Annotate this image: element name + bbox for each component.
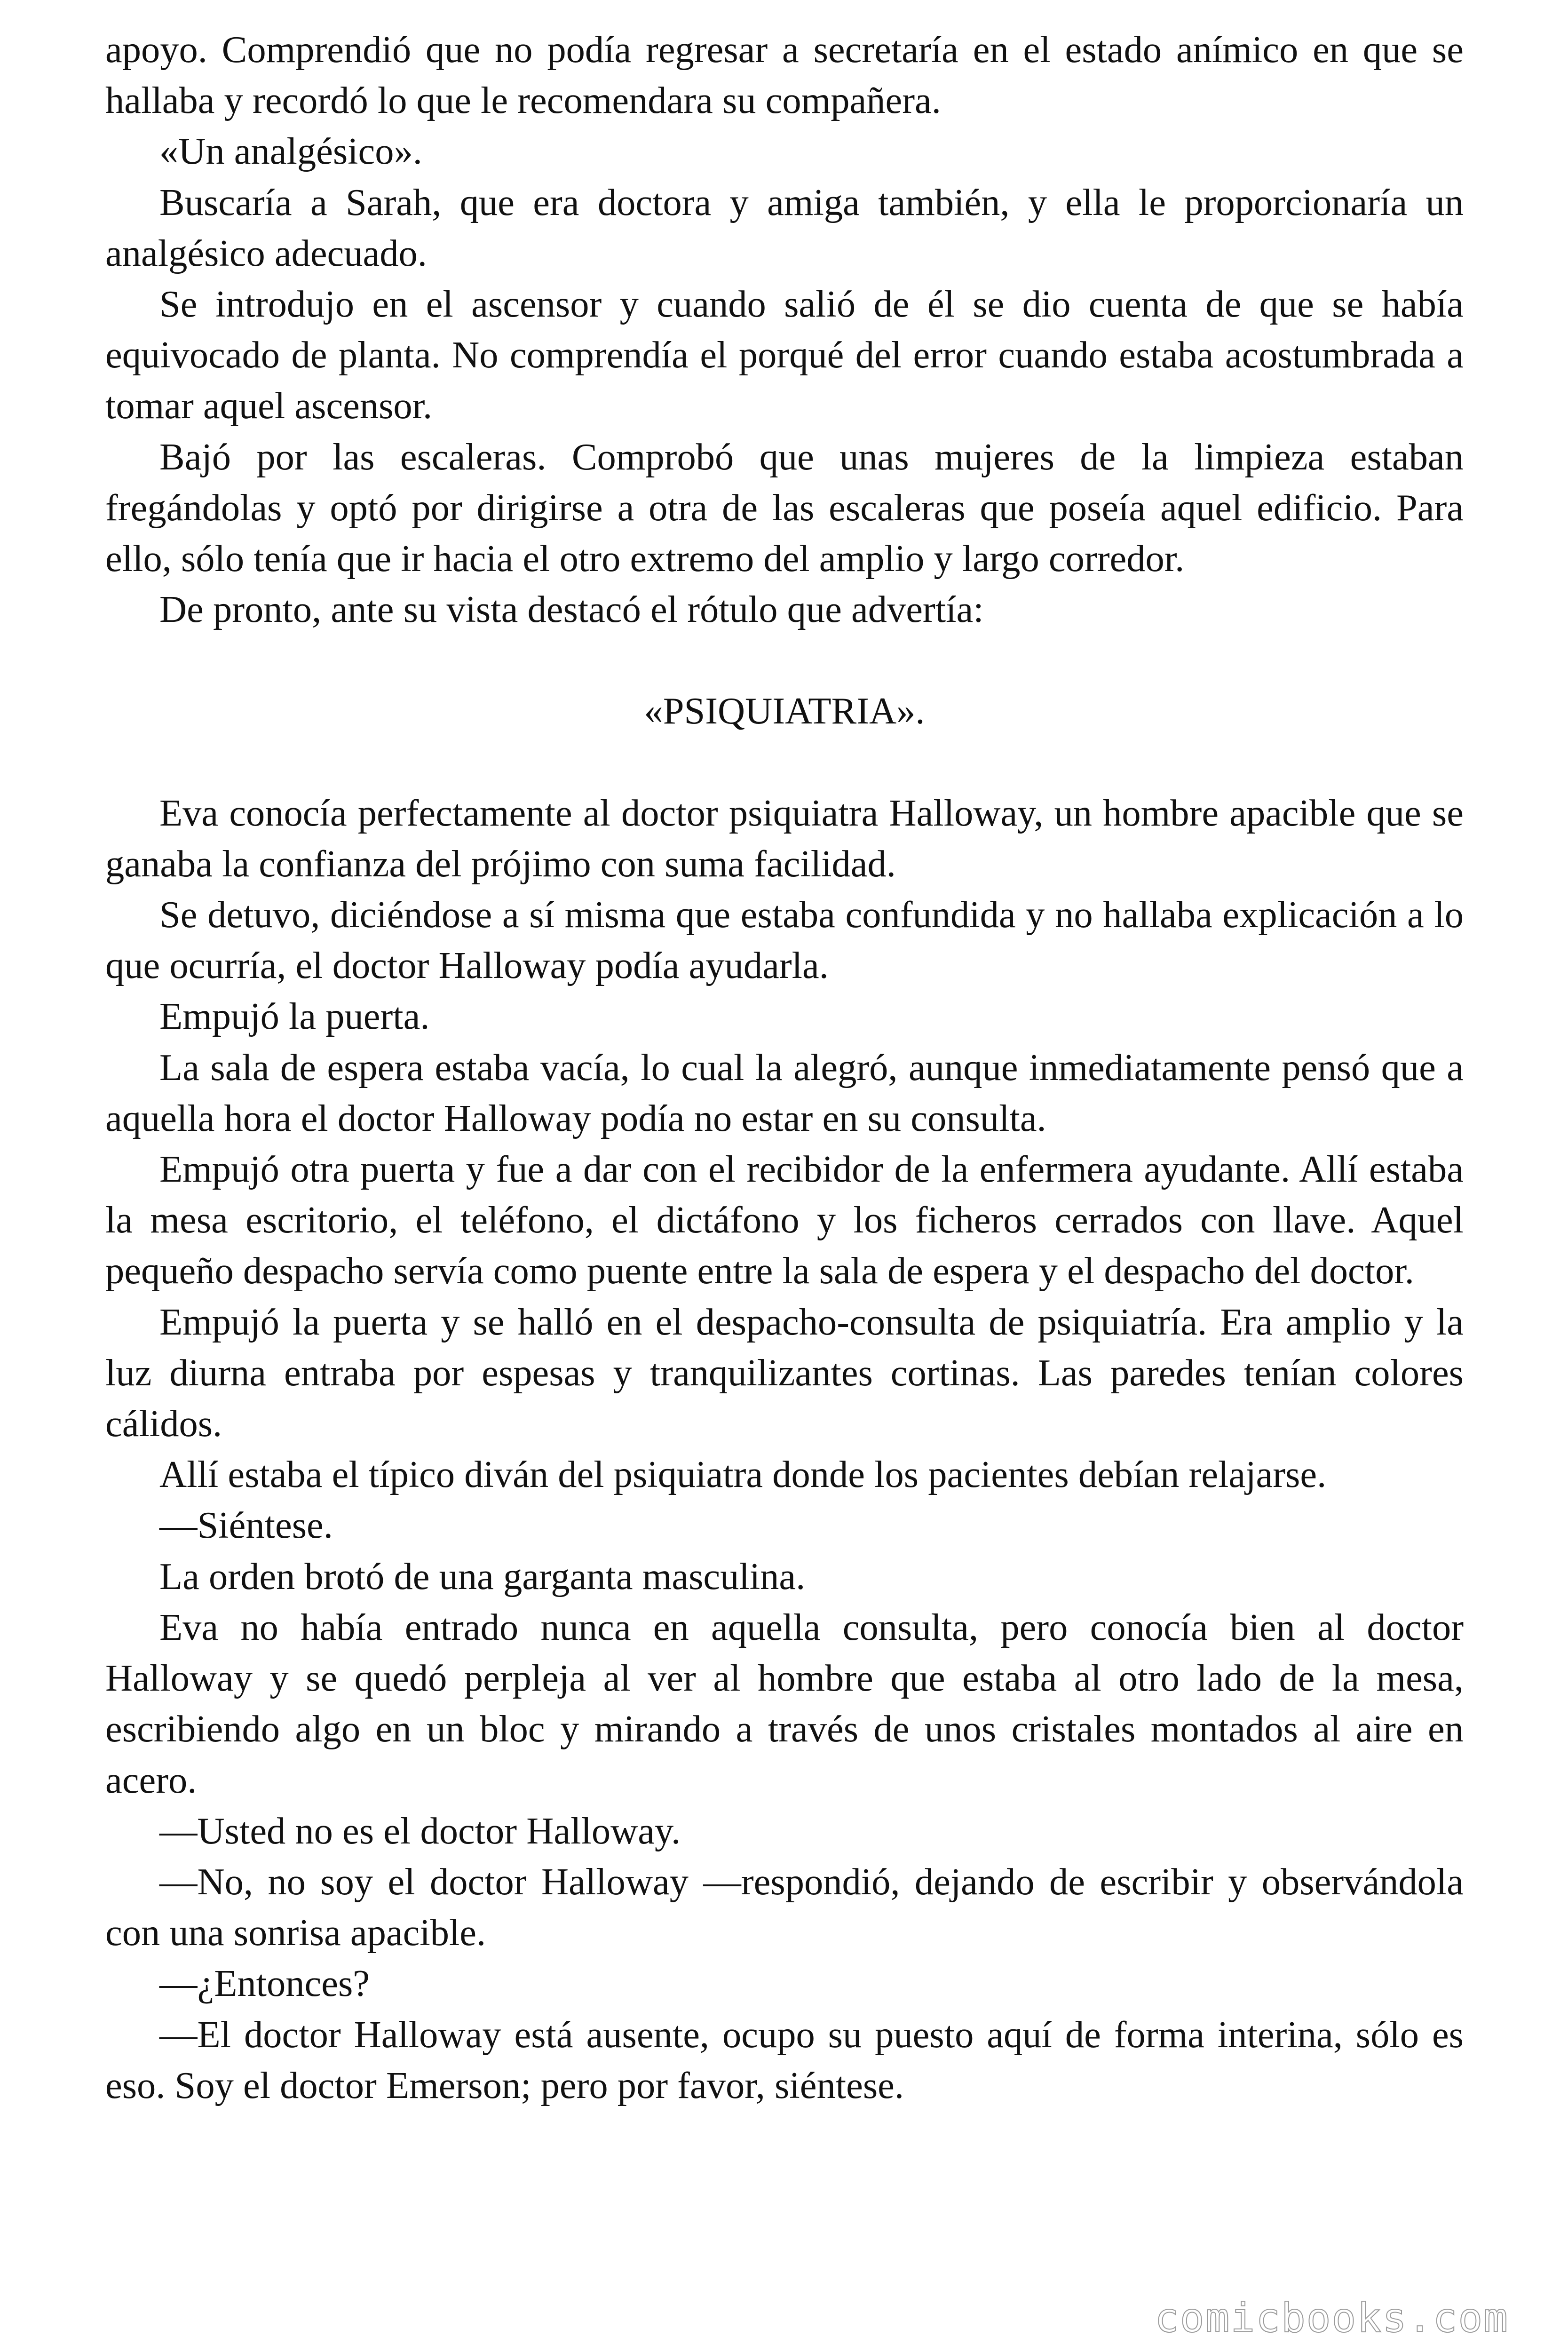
paragraph: Allí estaba el típico diván del psiquiatra donde los pacientes debían relajarse.	[159, 1454, 1327, 1496]
watermark: comicbooks.com	[1155, 2295, 1509, 2342]
paragraph: La orden brotó de una garganta masculina.	[159, 1555, 806, 1597]
page-body	[105, 24, 1464, 2111]
dialogue-line: —Usted no es el doctor Halloway.	[159, 1810, 681, 1852]
paragraph: Eva conocía perfectamente al doctor psiquiatra Halloway, un hombre apacible que se ganaba la confianza del prójimo con suma facilidad.	[105, 792, 1464, 885]
paragraph: Se introdujo en el ascensor y cuando salió de él se dio cuenta de que se había equivocado de planta. No comprendía el porqué del error cuando estaba acostumbrada a tomar aquel ascensor.	[105, 283, 1464, 427]
paragraph: «Un analgésico».	[159, 130, 422, 173]
dialogue-line: —Siéntese.	[159, 1504, 333, 1547]
paragraph: Empujó otra puerta y fue a dar con el recibidor de la enfermera ayudante. Allí estaba la mesa escritorio, el teléfono, el dictáfono y los ficheros cerrados con llave. Aquel pequeño despacho servía como puente entre la sala de espera y el despacho del doctor.	[105, 1148, 1464, 1292]
paragraph: Buscaría a Sarah, que era doctora y amiga también, y ella le proporcionaría un analgésico adecuado.	[105, 181, 1464, 274]
paragraph: Se detuvo, diciéndose a sí misma que estaba confundida y no hallaba explicación a lo que ocurría, el doctor Halloway podía ayudarla.	[105, 894, 1464, 987]
dialogue-line: —El doctor Halloway está ausente, ocupo su puesto aquí de forma interina, sólo es eso. Soy el doctor Emerson; pero por favor, siéntese.	[105, 2013, 1464, 2106]
paragraph: Eva no había entrado nunca en aquella consulta, pero conocía bien al doctor Halloway y se quedó perpleja al ver al hombre que estaba al otro lado de la mesa, escribiendo algo en un bloc y mirando a través de unos cristales montados al aire en acero.	[105, 1606, 1464, 1801]
paragraph: De pronto, ante su vista destacó el rótulo que advertía:	[159, 588, 984, 631]
paragraph: apoyo. Comprendió que no podía regresar a secretaría en el estado anímico en que se hallaba y recordó lo que le recomendara su compañera.	[105, 29, 1464, 122]
paragraph: Bajó por las escaleras. Comprobó que unas mujeres de la limpieza estaban fregándolas y optó por dirigirse a otra de las escaleras que poseía aquel edificio. Para ello, sólo tenía que ir hacia el otro extremo del amplio y largo corredor.	[105, 436, 1464, 580]
sign-heading: «PSIQUIATRIA».	[644, 690, 925, 732]
paragraph: La sala de espera estaba vacía, lo cual la alegró, aunque inmediatamente pensó que a aquella hora el doctor Halloway podía no estar en su consulta.	[105, 1046, 1464, 1139]
paragraph: Empujó la puerta.	[159, 995, 430, 1038]
dialogue-line: —¿Entonces?	[159, 1963, 370, 2005]
dialogue-line: —No, no soy el doctor Halloway —respondió, dejando de escribir y observándola con una sonrisa apacible.	[105, 1860, 1464, 1954]
paragraph: Empujó la puerta y se halló en el despacho-consulta de psiquiatría. Era amplio y la luz diurna entraba por espesas y tranquilizantes cortinas. Las paredes tenían colores cálidos.	[105, 1301, 1464, 1445]
